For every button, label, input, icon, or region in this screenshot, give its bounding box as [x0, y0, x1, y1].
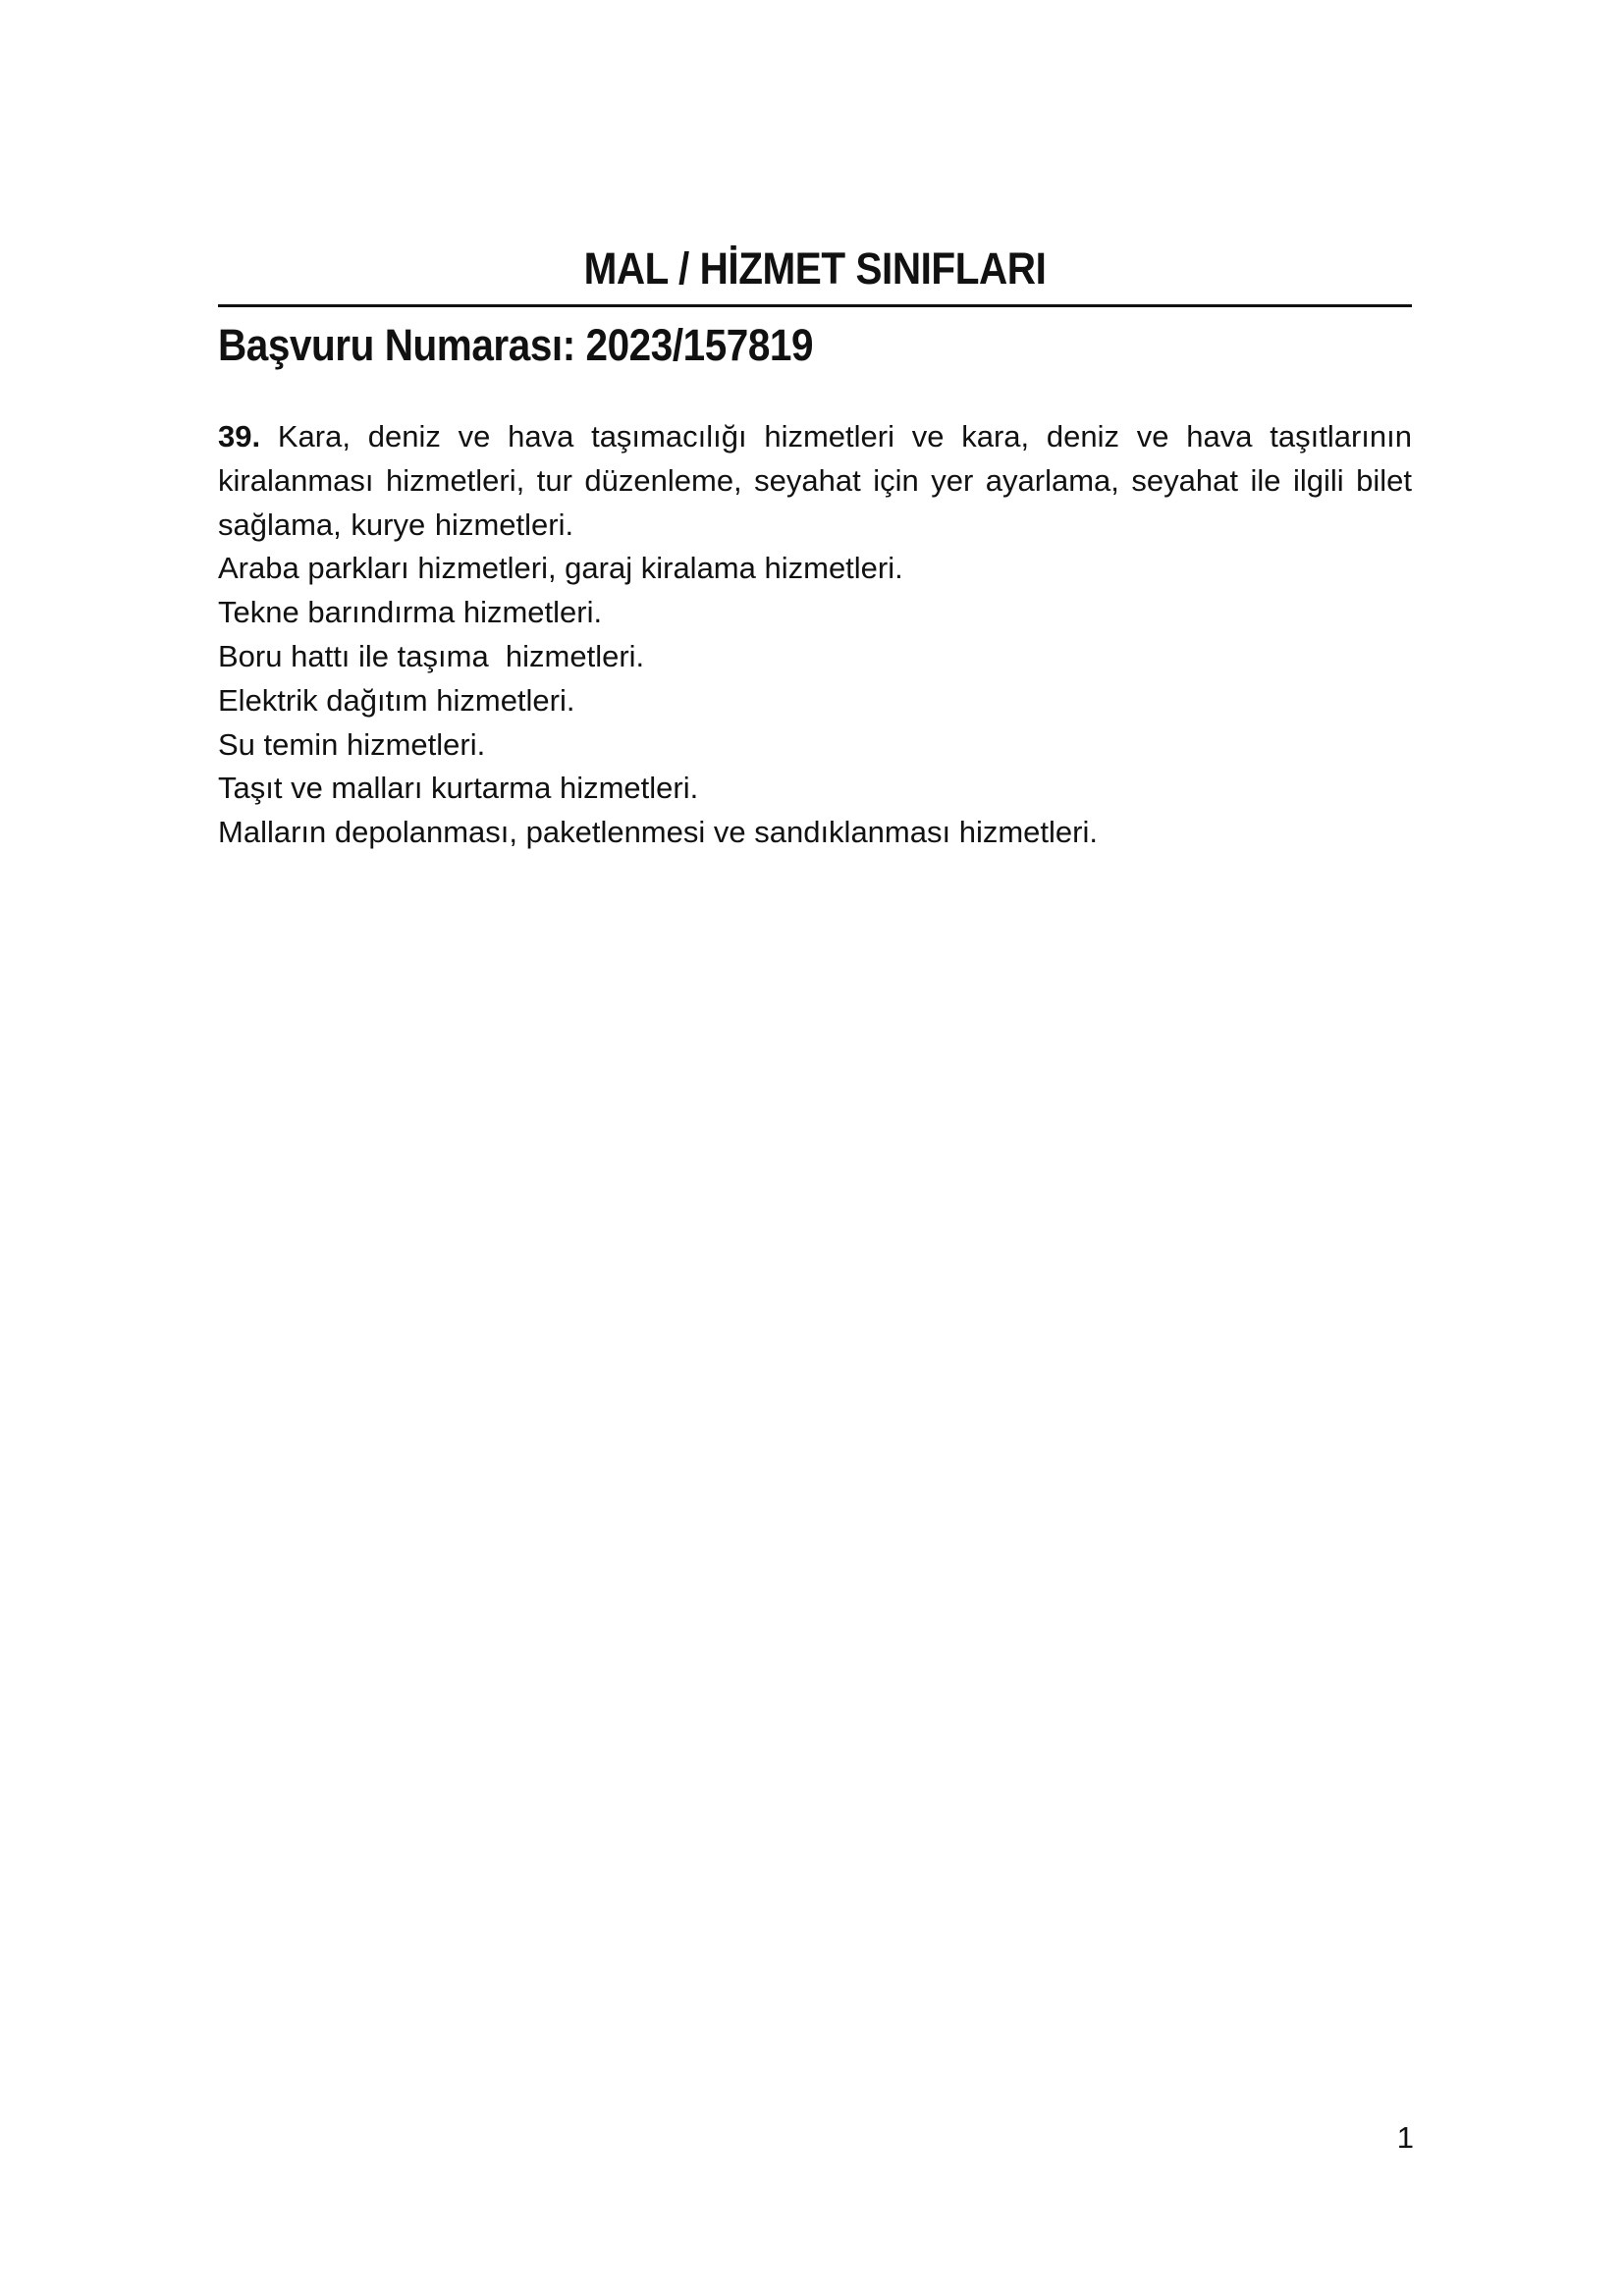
- application-number-heading: Başvuru Numarası: 2023/157819: [218, 320, 814, 370]
- page-number: 1: [1396, 2120, 1414, 2155]
- service-line: Tekne barındırma hizmetleri.: [218, 595, 603, 630]
- service-line: Taşıt ve malları kurtarma hizmetleri.: [218, 771, 699, 806]
- title-divider: [218, 304, 1412, 307]
- service-line: Su temin hizmetleri.: [218, 726, 486, 762]
- service-line: Elektrik dağıtım hizmetleri.: [218, 682, 575, 718]
- class-39-paragraph: [218, 415, 1412, 547]
- service-line: Boru hattı ile taşıma hizmetleri.: [218, 638, 645, 673]
- goods-services-body: [218, 415, 1412, 855]
- page-title: MAL / HİZMET SINIFLARI: [583, 243, 1047, 294]
- service-line: Araba parkları hizmetleri, garaj kiralama hizmetleri.: [218, 551, 903, 586]
- class-number: 39.: [218, 419, 261, 454]
- service-line: Malların depolanması, paketlenmesi ve sandıklanması hizmetleri.: [218, 815, 1098, 850]
- class-description: Kara, deniz ve hava taşımacılığı hizmetleri ve kara, deniz ve hava taşıtlarının kiralanması hizmetleri, tur düzenleme, seyahat için yer ayarlama, seyahat ile ilgili bilet sağlama, kurye hizmetleri.: [218, 419, 1412, 542]
